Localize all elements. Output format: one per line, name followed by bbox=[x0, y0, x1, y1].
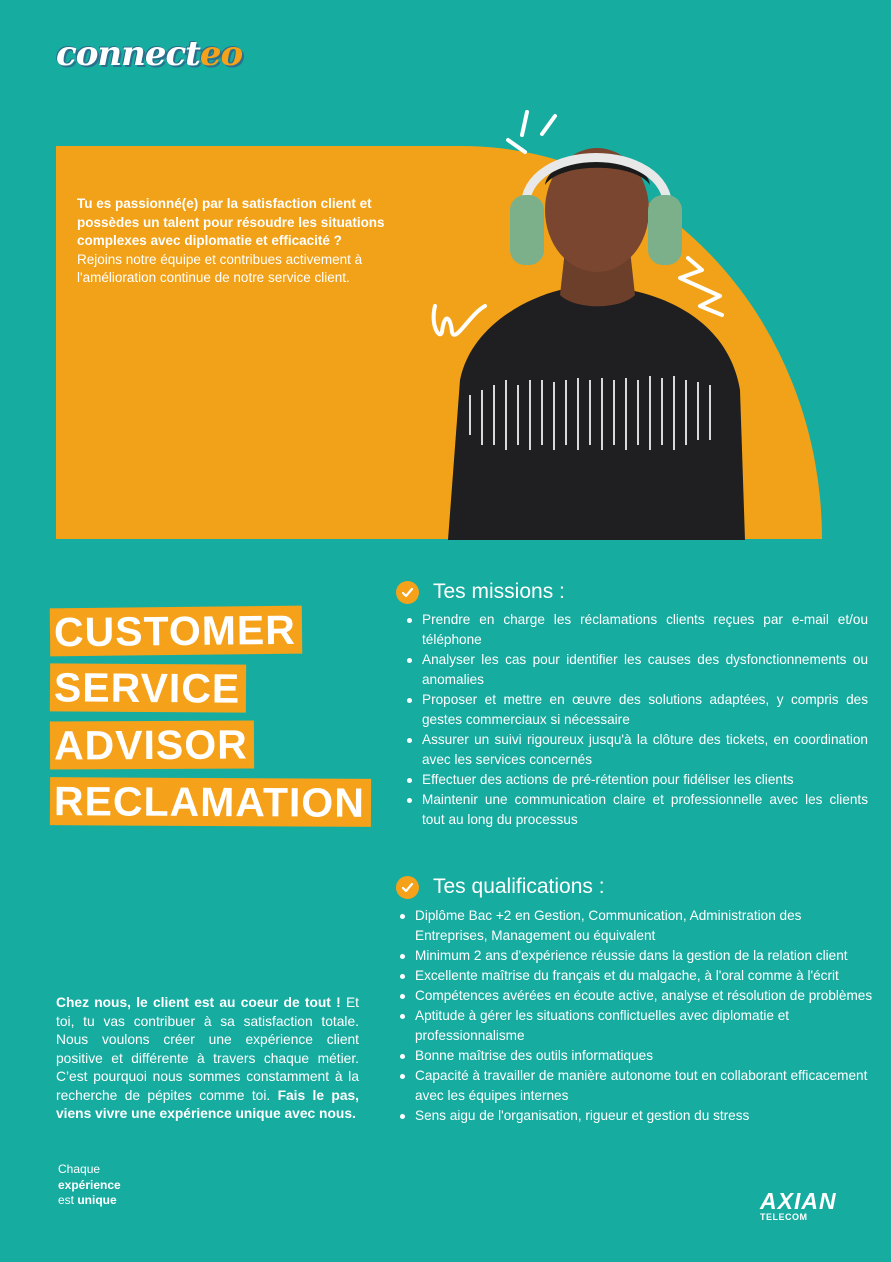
list-item: Prendre en charge les réclamations clients reçues par e-mail et/ou téléphone bbox=[402, 610, 868, 650]
connecteo-logo bbox=[56, 34, 242, 74]
tagline bbox=[58, 1162, 121, 1209]
list-item: Proposer et mettre en œuvre des solutions adaptées, y compris des gestes commerciaux si nécessaire bbox=[402, 690, 868, 730]
list-item: Assurer un suivi rigoureux jusqu'à la clôture des tickets, en coordination avec les services concernés bbox=[402, 730, 868, 770]
list-item: Bonne maîtrise des outils informatiques bbox=[395, 1046, 875, 1066]
tagline-line1: Chaque bbox=[58, 1162, 101, 1176]
hero-intro-bold: Tu es passionné(e) par la satisfaction client et possèdes un talent pour résoudre les situations complexes avec diplomatie et efficacité ? bbox=[77, 196, 385, 248]
sparkle-icon bbox=[508, 112, 555, 152]
tagline-line3-prefix: est bbox=[58, 1193, 78, 1207]
job-title bbox=[50, 607, 371, 835]
logo-accent: eo bbox=[199, 34, 243, 74]
list-item: Sens aigu de l'organisation, rigueur et gestion du stress bbox=[395, 1106, 875, 1126]
hero-intro bbox=[77, 195, 392, 288]
axian-logo-word: AXIAN bbox=[760, 1188, 837, 1214]
missions-heading-text: Tes missions : bbox=[433, 580, 565, 603]
list-item: Capacité à travailler de manière autonome tout en collaborant efficacement avec les équipes internes bbox=[395, 1066, 875, 1106]
logo-main: connect bbox=[56, 34, 200, 74]
axian-logo-sub: TELECOM bbox=[760, 1212, 808, 1222]
job-title-line3: ADVISOR bbox=[50, 720, 254, 769]
hero-intro-regular: Rejoins notre équipe et contribues activement à l'amélioration continue de notre service client. bbox=[77, 251, 363, 285]
missions-heading bbox=[396, 580, 565, 604]
squiggle-icon-left bbox=[434, 306, 485, 335]
about-paragraph bbox=[56, 994, 359, 1124]
list-item: Effectuer des actions de pré-rétention pour fidéliser les clients bbox=[402, 770, 868, 790]
list-item: Compétences avérées en écoute active, analyse et résolution de problèmes bbox=[395, 986, 875, 1006]
qualifications-list bbox=[395, 906, 875, 1126]
check-circle-icon bbox=[396, 581, 419, 604]
list-item: Aptitude à gérer les situations conflictuelles avec diplomatie et professionnalisme bbox=[395, 1006, 875, 1046]
job-title-line1: CUSTOMER bbox=[50, 606, 302, 657]
list-item: Minimum 2 ans d'expérience réussie dans la gestion de la relation client bbox=[395, 946, 875, 966]
about-body: Et toi, tu vas contribuer à sa satisfaction totale. Nous voulons créer une expérience client positive et différente à travers chaque métier. C’est pourquoi nous sommes constamment à la recherche de pépites comme toi. bbox=[56, 995, 359, 1103]
missions-list bbox=[402, 610, 868, 830]
person-with-headphones-illustration bbox=[430, 100, 770, 540]
qualifications-heading bbox=[396, 875, 605, 899]
list-item: Maintenir une communication claire et professionnelle avec les clients tout au long du processus bbox=[402, 790, 868, 830]
list-item: Excellente maîtrise du français et du malgache, à l'oral comme à l'écrit bbox=[395, 966, 875, 986]
about-bold-end: Fais le pas, viens vivre une expérience unique avec nous. bbox=[56, 1087, 359, 1121]
tagline-line2: expérience bbox=[58, 1177, 121, 1192]
job-title-line4: RECLAMATION bbox=[50, 777, 371, 827]
check-circle-icon bbox=[396, 876, 419, 899]
list-item: Diplôme Bac +2 en Gestion, Communication, Administration des Entreprises, Management ou équivalent bbox=[395, 906, 875, 946]
list-item: Analyser les cas pour identifier les causes des dysfonctionnements ou anomalies bbox=[402, 650, 868, 690]
squiggle-icon bbox=[680, 258, 722, 315]
about-bold-start: Chez nous, le client est au coeur de tout ! bbox=[56, 995, 341, 1010]
job-title-line2: SERVICE bbox=[50, 663, 247, 712]
axian-telecom-logo bbox=[760, 1188, 837, 1222]
qualifications-heading-text: Tes qualifications : bbox=[433, 875, 605, 898]
tagline-line3-bold: unique bbox=[77, 1193, 117, 1207]
